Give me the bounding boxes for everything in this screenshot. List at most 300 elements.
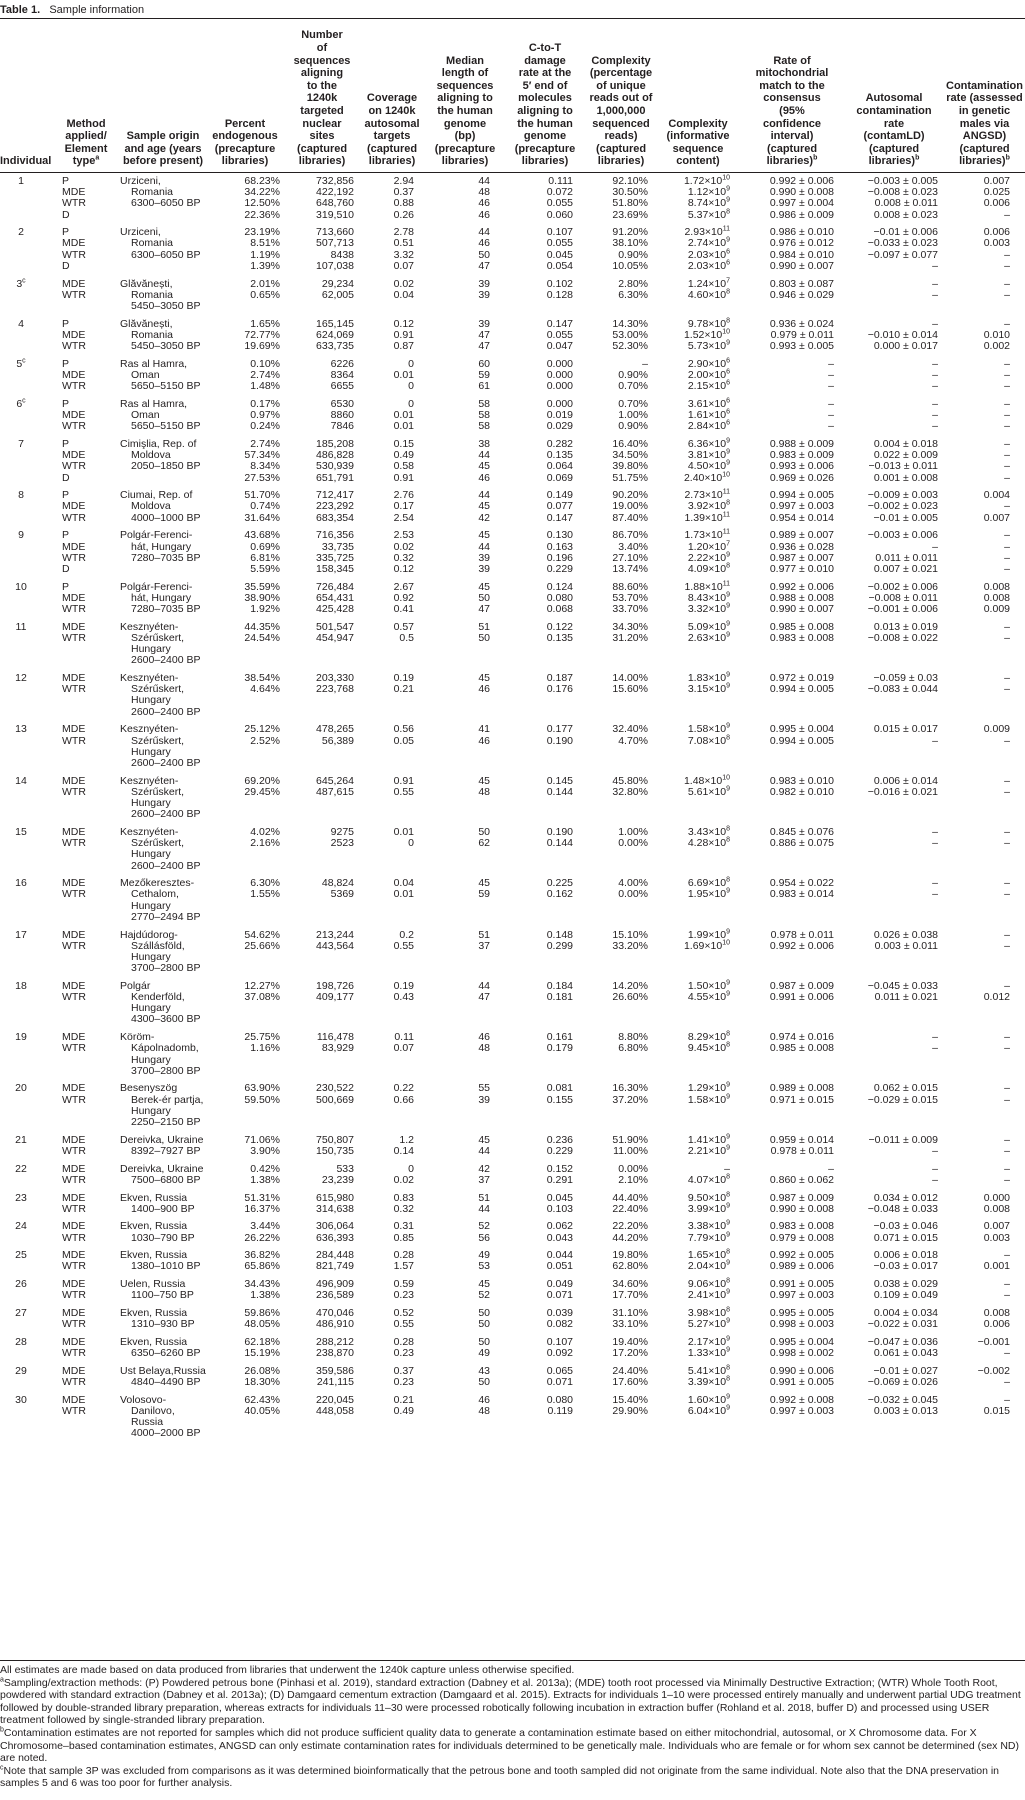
cell-value: −0.013 ± 0.011 xyxy=(868,460,938,473)
column-header-line: molecules xyxy=(518,92,572,105)
cell-value: Hajdúdorog- xyxy=(120,928,178,941)
cell-value: 4000–2000 BP xyxy=(131,1427,201,1440)
column-header-line: Contamination xyxy=(946,79,1023,92)
cell-med xyxy=(440,673,490,695)
cell-value: 0.860 ± 0.062 xyxy=(769,1173,834,1186)
table-row xyxy=(0,981,1025,1032)
cell-value: 213,244 xyxy=(316,928,354,941)
individual-number: 18 xyxy=(15,979,27,992)
exponent: 9 xyxy=(726,1288,730,1296)
cell-value: Glăvănești, xyxy=(120,317,173,330)
cell-value: 501,547 xyxy=(316,620,354,633)
cell-value: Kápolnadomb, xyxy=(131,1042,199,1055)
cell-value: 46 xyxy=(478,237,490,250)
exponent: 6 xyxy=(726,408,730,416)
cell-cx1 xyxy=(586,1032,648,1054)
cell-value: – xyxy=(932,420,938,433)
cell-pct xyxy=(214,1250,280,1272)
cell-value: −0.033 ± 0.023 xyxy=(867,237,938,250)
cell-value: hát, Hungary xyxy=(131,591,192,604)
cell-value: 0.299 xyxy=(546,939,573,952)
cell-cx2 xyxy=(652,827,730,849)
cell-value: 0 xyxy=(408,1162,414,1175)
cell-mt xyxy=(736,622,834,644)
cell-value: −0.03 ± 0.017 xyxy=(873,1260,938,1273)
cell-value: 47 xyxy=(478,259,490,272)
cell-value: −0.047 ± 0.036 xyxy=(867,1335,938,1348)
cell-value: 2.74% xyxy=(250,368,280,381)
individual-number: 9 xyxy=(18,529,24,542)
cell-value: 51.90% xyxy=(612,1133,648,1146)
cell-value: 0.990 ± 0.007 xyxy=(769,259,834,272)
cell-value: 39.80% xyxy=(612,460,648,473)
column-header-line: rate (assessed xyxy=(946,92,1023,105)
cell-value: 0.107 xyxy=(546,226,573,239)
cell-value: 236,589 xyxy=(316,1289,354,1302)
cell-value: 8.80% xyxy=(618,1031,648,1044)
cell-value: 0.003 ± 0.011 xyxy=(874,939,938,952)
cell-value: 59.86% xyxy=(244,1307,280,1320)
exponent: 9 xyxy=(726,339,730,347)
cell-value: 0.21 xyxy=(393,683,414,696)
cell-org xyxy=(120,1164,228,1186)
cell-value: 0.987 ± 0.009 xyxy=(769,1191,834,1204)
cell-value: – xyxy=(932,317,938,330)
individual-id xyxy=(0,399,42,410)
cell-value: $4.09\times 10^8$ xyxy=(687,562,730,575)
cell-value: $5.37\times 10^8$ xyxy=(687,208,730,221)
cell-org xyxy=(120,359,228,393)
cell-org xyxy=(120,279,228,313)
cell-value: 39 xyxy=(478,288,490,301)
cell-value: 2600–2400 BP xyxy=(131,756,201,769)
cell-ct xyxy=(526,930,573,952)
cell-value: 90.20% xyxy=(612,489,648,502)
cell-value: $9.50\times 10^8$ xyxy=(687,1191,730,1204)
cell-ind xyxy=(0,530,42,541)
individual-number: 26 xyxy=(15,1278,27,1291)
cell-value: −0.003 ± 0.006 xyxy=(867,529,938,542)
cell-cx2 xyxy=(652,776,730,798)
cell-value: – xyxy=(1004,540,1010,553)
exponent: 8 xyxy=(726,1248,730,1256)
cell-value: 654,431 xyxy=(316,591,354,604)
cell-value: 0.91 xyxy=(393,471,414,484)
column-header-ax xyxy=(944,80,1025,168)
cell-mt xyxy=(736,1250,834,1272)
cell-value: – xyxy=(828,1162,834,1175)
cell-value: $1.52\times 10^{10}$ xyxy=(683,328,730,341)
cell-value: 0.190 xyxy=(546,825,573,838)
cell-value: 0.01 xyxy=(393,409,414,422)
cell-pct xyxy=(214,1193,280,1215)
cell-org xyxy=(120,1083,228,1128)
cell-ind xyxy=(0,1337,42,1348)
cell-value: $6.36\times 10^9$ xyxy=(687,437,730,450)
cell-value: 47 xyxy=(478,603,490,616)
cell-value: Köröm- xyxy=(120,1031,155,1044)
cell-value: Romania xyxy=(131,237,174,250)
cell-med xyxy=(440,359,490,393)
exponent: 6 xyxy=(726,419,730,427)
cell-ax xyxy=(950,1337,1010,1359)
cell-ct xyxy=(526,1395,573,1417)
cell-value: $1.58\times 10^9$ xyxy=(687,1093,730,1106)
cell-met xyxy=(62,399,112,433)
footnote xyxy=(0,1765,1025,1790)
cell-value: 0.998 ± 0.003 xyxy=(769,1318,834,1331)
cell-value: Oman xyxy=(131,409,160,422)
cell-value: 42 xyxy=(478,511,490,524)
cell-value: $1.83\times 10^9$ xyxy=(687,671,730,685)
column-header-line: the human xyxy=(517,117,573,130)
cell-cx1 xyxy=(586,1135,648,1157)
cell-met xyxy=(62,1221,112,1243)
cell-cx2 xyxy=(652,981,730,1003)
cell-value: MDE xyxy=(62,928,86,941)
cell-value: 0.229 xyxy=(546,562,573,575)
cell-value: P xyxy=(62,226,70,239)
cell-value: 0.954 ± 0.022 xyxy=(769,877,834,890)
cell-value: 43.68% xyxy=(244,529,280,542)
cell-med xyxy=(440,399,490,433)
cell-value: 0.56 xyxy=(393,723,414,736)
cell-value: 0 xyxy=(408,397,414,410)
cell-au xyxy=(840,1395,938,1417)
cell-value: 38.90% xyxy=(244,591,280,604)
cell-value: 39 xyxy=(478,551,490,564)
cell-value: MDE xyxy=(62,186,86,199)
cell-value: 62.18% xyxy=(244,1335,280,1348)
cell-value: 0.047 xyxy=(546,340,573,353)
cell-cov xyxy=(364,490,414,524)
cell-value: 0.976 ± 0.012 xyxy=(769,237,834,250)
table-header xyxy=(0,18,1025,172)
cell-value: 4000–1000 BP xyxy=(131,511,201,524)
cell-value: 314,638 xyxy=(316,1202,354,1215)
column-header-line: (informative xyxy=(666,130,730,143)
cell-value: 92.10% xyxy=(612,175,648,187)
cell-met xyxy=(62,1164,112,1186)
cell-value: – xyxy=(1004,1093,1010,1106)
cell-value: 306,064 xyxy=(316,1220,354,1233)
cell-value: 17.70% xyxy=(612,1289,648,1302)
cell-value: 0.984 ± 0.010 xyxy=(769,248,834,261)
cell-value: 486,910 xyxy=(316,1318,354,1331)
cell-ax xyxy=(950,1366,1010,1388)
cell-value: – xyxy=(1004,1347,1010,1360)
cell-value: 62 xyxy=(478,837,490,850)
cell-cov xyxy=(364,1279,414,1301)
cell-cov xyxy=(364,439,414,484)
cell-value: $4.50\times 10^9$ xyxy=(687,459,730,473)
cell-value: 507,713 xyxy=(316,237,354,250)
cell-value: 58 xyxy=(478,409,490,422)
cell-ct xyxy=(526,439,573,484)
cell-au xyxy=(840,1164,938,1186)
cell-met xyxy=(62,1337,112,1359)
cell-value: 15.19% xyxy=(244,1347,280,1360)
table-row xyxy=(0,1250,1025,1279)
cell-ax xyxy=(950,1193,1010,1215)
cell-cx1 xyxy=(586,981,648,1003)
cell-value: 223,292 xyxy=(316,500,354,513)
cell-value: 3.44% xyxy=(250,1220,280,1233)
cell-cx1 xyxy=(586,582,648,616)
cell-value: 0.006 ± 0.014 xyxy=(873,774,938,787)
cell-ind xyxy=(0,930,42,941)
footnote-marker: c xyxy=(22,397,26,405)
cell-value: 1.2 xyxy=(399,1133,414,1146)
cell-value: 3.90% xyxy=(250,1144,280,1157)
cell-au xyxy=(840,1337,938,1359)
cell-value: 50 xyxy=(478,1307,490,1320)
column-header-line: (contamLD) xyxy=(863,130,925,143)
cell-value: – xyxy=(1004,1173,1010,1186)
cell-pct xyxy=(214,399,280,433)
cell-value: 0.988 ± 0.008 xyxy=(769,591,834,604)
cell-value: – xyxy=(1004,471,1010,484)
cell-cx1 xyxy=(586,1308,648,1330)
cell-value: 0.00% xyxy=(618,888,648,901)
cell-value: 14.00% xyxy=(612,672,648,685)
cell-cx1 xyxy=(586,359,648,393)
cell-pct xyxy=(214,530,280,575)
cell-value: 25.75% xyxy=(244,1031,280,1044)
cell-value: 52 xyxy=(478,1220,490,1233)
cell-value: 54.62% xyxy=(244,928,280,941)
cell-mt xyxy=(736,1337,834,1359)
column-header-line: Method xyxy=(66,117,106,130)
cell-value: 8438 xyxy=(330,248,354,261)
cell-value: – xyxy=(1004,368,1010,381)
exponent: 9 xyxy=(726,1202,730,1210)
cell-value: $1.58\times 10^9$ xyxy=(687,722,730,736)
cell-value: MDE xyxy=(62,1133,86,1146)
cell-value: 0.19 xyxy=(393,979,414,992)
cell-value: 0.045 xyxy=(546,248,573,261)
cell-value: 5450–3050 BP xyxy=(131,299,201,312)
cell-value: 51 xyxy=(478,620,490,633)
cell-value: 0.061 ± 0.043 xyxy=(873,1347,938,1360)
cell-value: 0.135 xyxy=(546,631,573,644)
cell-cov xyxy=(364,1366,414,1388)
cell-value: Ekven, Russia xyxy=(120,1191,188,1204)
cell-value: $1.61\times 10^6$ xyxy=(687,408,730,422)
cell-med xyxy=(440,319,490,353)
cell-value: 0.00% xyxy=(618,837,648,850)
cell-value: 2600–2400 BP xyxy=(131,705,201,718)
cell-ct xyxy=(526,776,573,798)
cell-value: 0.41 xyxy=(393,603,414,616)
cell-value: 34.60% xyxy=(612,1278,648,1291)
cell-value: 71.06% xyxy=(244,1133,280,1146)
cell-value: 0.011 ± 0.011 xyxy=(875,551,938,564)
cell-value: 0.000 xyxy=(983,1191,1010,1204)
cell-value: $5.61\times 10^9$ xyxy=(687,785,730,798)
cell-cx2 xyxy=(652,227,730,272)
cell-seq xyxy=(286,1337,354,1359)
cell-value: 24.54% xyxy=(244,631,280,644)
table-row xyxy=(0,1083,1025,1134)
cell-value: 44 xyxy=(478,226,490,239)
cell-value: MDE xyxy=(62,1220,86,1233)
cell-value: – xyxy=(1004,277,1010,290)
cell-med xyxy=(440,227,490,272)
cell-pct xyxy=(214,359,280,393)
cell-value: 62,005 xyxy=(321,288,354,301)
cell-cx1 xyxy=(586,227,648,272)
cell-value: 0.55 xyxy=(393,939,414,952)
cell-seq xyxy=(286,582,354,616)
cell-value: 0.991 ± 0.006 xyxy=(769,991,834,1004)
cell-value: 46 xyxy=(478,734,490,747)
cell-value: −0.03 ± 0.046 xyxy=(873,1220,938,1233)
cell-value: WTR xyxy=(62,1289,86,1302)
cell-value: MDE xyxy=(62,1082,86,1095)
cell-value: 0.225 xyxy=(546,877,573,890)
cell-ind xyxy=(0,319,42,330)
cell-value: – xyxy=(932,734,938,747)
cell-org xyxy=(120,319,228,353)
column-header-line: (captured xyxy=(868,142,920,155)
cell-value: 50 xyxy=(478,1376,490,1389)
cell-cx2 xyxy=(652,1337,730,1359)
cell-met xyxy=(62,490,112,524)
cell-seq xyxy=(286,930,354,952)
cell-med xyxy=(440,1164,490,1186)
column-header-line: nuclear xyxy=(302,117,342,130)
cell-ct xyxy=(526,399,573,433)
cell-seq xyxy=(286,279,354,301)
cell-value: 0.022 ± 0.009 xyxy=(873,449,938,462)
cell-value: 0.003 xyxy=(983,237,1010,250)
cell-cov xyxy=(364,279,414,301)
cell-med xyxy=(440,1395,490,1417)
column-header-ct xyxy=(510,42,580,168)
cell-value: 49 xyxy=(478,1347,490,1360)
cell-value: 0.069 xyxy=(546,471,573,484)
cell-value: 44 xyxy=(478,489,490,502)
cell-met xyxy=(62,1193,112,1215)
cell-value: Kesznyéten- xyxy=(120,620,179,633)
table-row xyxy=(0,1032,1025,1083)
cell-pct xyxy=(214,1395,280,1417)
cell-value: 0.124 xyxy=(546,580,573,593)
cell-pct xyxy=(214,1308,280,1330)
cell-value: 0.978 ± 0.011 xyxy=(770,928,834,941)
cell-value: 2250–2150 BP xyxy=(131,1115,201,1128)
cell-value: 12.50% xyxy=(244,197,280,210)
cell-value: 0.161 xyxy=(546,1031,573,1044)
cell-pct xyxy=(214,1135,280,1157)
cell-cov xyxy=(364,724,414,746)
cell-value: 0.990 ± 0.008 xyxy=(769,1202,834,1215)
cell-value: 10.05% xyxy=(612,259,648,272)
cell-org xyxy=(120,530,228,564)
cell-value: – xyxy=(1004,928,1010,941)
cell-value: 0.149 xyxy=(546,489,573,502)
cell-value: 46 xyxy=(478,471,490,484)
exponent: 11 xyxy=(722,528,730,536)
column-header-line: (captured xyxy=(296,142,348,155)
cell-value: 0.107 xyxy=(546,1335,573,1348)
individual-id xyxy=(0,827,42,838)
cell-value: 284,448 xyxy=(316,1249,354,1262)
footnote-text: All estimates are made based on data produced from libraries that underwent the 1240k capture unless otherwise specified. xyxy=(0,1664,575,1676)
cell-value: 0.21 xyxy=(393,1393,414,1406)
cell-value: 65.86% xyxy=(244,1260,280,1273)
cell-value: Hungary xyxy=(131,1104,171,1117)
cell-org xyxy=(120,1337,228,1359)
cell-value: 72.77% xyxy=(244,328,280,341)
footnote-text: Sampling/extraction methods: (P) Powdered petrous bone (Pinhasi et al. 2019), standard extraction (Dabney et al. 2013a); (MDE) tooth root processed via Minimally Destructive Extraction; (WTR) Whole Tooth Root, powdered with standard extraction (Dabney et al. 2013a); (D) Damgaard cementum extraction (Damgaard et al. 2015). Extracts for individuals 1–10 were processed entirely manually and underwent partial UDG treatment followed by double-stranded library preparation, whereas extracts for individuals 11–30 were processed robotically following incubation in extraction buffer (Rohland et al. 2018, buffer D) and processed using USER treatment followed by single-stranded library preparation. xyxy=(0,1676,1021,1727)
cell-value: 58 xyxy=(478,420,490,433)
exponent: 9 xyxy=(726,671,730,679)
footnote-marker: c xyxy=(22,277,26,285)
footnote xyxy=(0,1677,1025,1727)
individual-number: 10 xyxy=(15,580,27,593)
exponent: 9 xyxy=(726,1144,730,1152)
cell-met xyxy=(62,1250,112,1272)
footnote-marker: a xyxy=(0,1676,4,1684)
cell-value: 88.60% xyxy=(612,580,648,593)
cell-med xyxy=(440,279,490,301)
footnote xyxy=(0,1727,1025,1765)
cell-value: 5369 xyxy=(330,888,354,901)
column-header-line: in genetic xyxy=(958,105,1011,118)
cell-value: 4.64% xyxy=(250,683,280,696)
cell-value: 8392–7927 BP xyxy=(131,1144,201,1157)
cell-value: 59 xyxy=(478,368,490,381)
cell-seq xyxy=(286,827,354,849)
cell-value: MDE xyxy=(62,1393,86,1406)
cell-value: 2.78 xyxy=(393,226,414,239)
cell-value: 4.02% xyxy=(250,825,280,838)
cell-mt xyxy=(736,673,834,695)
individual-id xyxy=(0,1279,42,1290)
cell-value: MDE xyxy=(62,1278,86,1291)
cell-value: 0.997 ± 0.004 xyxy=(769,197,834,210)
individual-number: 29 xyxy=(15,1364,27,1377)
cell-value: 107,038 xyxy=(316,259,354,272)
cell-value: 0.109 ± 0.049 xyxy=(873,1289,938,1302)
cell-value: 18.30% xyxy=(244,1376,280,1389)
cell-value: 50 xyxy=(478,825,490,838)
individual-number: 3 xyxy=(16,277,23,290)
column-header-line: mitochondrial xyxy=(755,67,829,80)
cell-value: 7280–7035 BP xyxy=(131,551,201,564)
cell-ct xyxy=(526,319,573,353)
cell-value: 732,856 xyxy=(316,175,354,187)
cell-value: D xyxy=(62,259,70,272)
cell-value: Szérűskert, xyxy=(131,631,185,644)
column-header-line: sequences xyxy=(436,79,494,92)
cell-value: $1.24\times 10^7$ xyxy=(687,277,730,290)
cell-value: $1.39\times 10^{11}$ xyxy=(684,511,730,524)
cell-pct xyxy=(214,1221,280,1243)
exponent: 9 xyxy=(726,1404,730,1412)
cell-mt xyxy=(736,279,834,301)
cell-value: −0.045 ± 0.033 xyxy=(867,979,938,992)
cell-value: P xyxy=(62,489,70,502)
cell-value: Mezőkeresztes- xyxy=(120,877,195,890)
column-header-line: length of xyxy=(441,67,489,80)
cell-value: 8860 xyxy=(330,409,354,422)
column-header-line: genome xyxy=(443,117,487,130)
cell-value: 48,824 xyxy=(321,877,354,890)
cell-value: −0.009 ± 0.003 xyxy=(867,489,938,502)
